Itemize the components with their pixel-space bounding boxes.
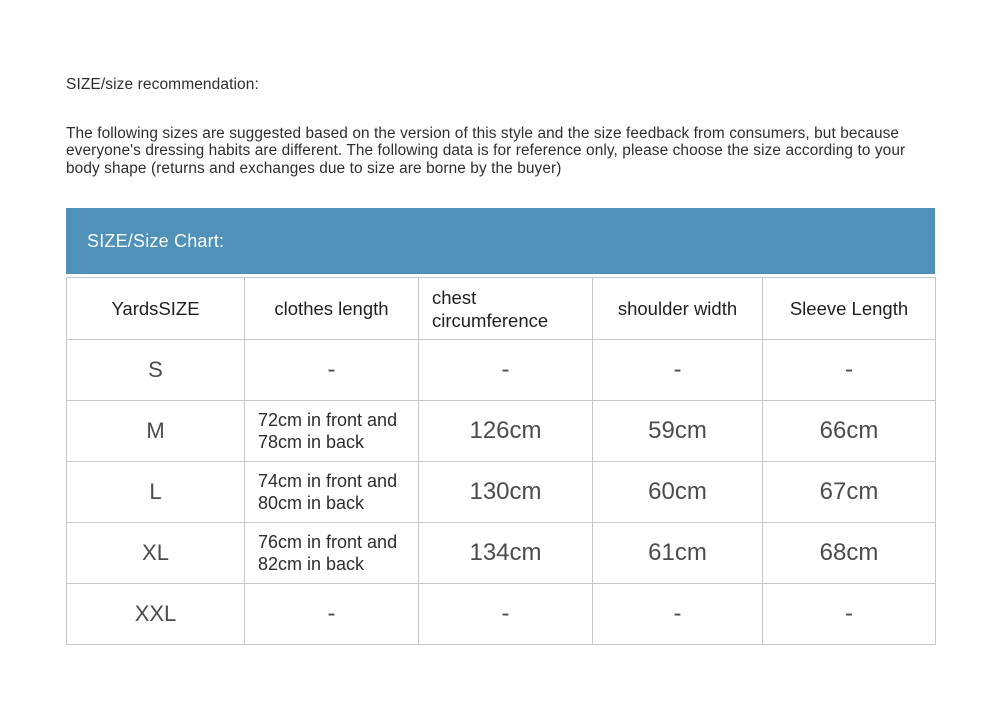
size-label-cell: S bbox=[67, 340, 245, 401]
table-row bbox=[67, 584, 936, 645]
size-table-body bbox=[67, 340, 936, 645]
shoulder-width-cell: 61cm bbox=[593, 523, 763, 584]
chest-circumference-cell: 134cm bbox=[419, 523, 593, 584]
shoulder-width-cell: 60cm bbox=[593, 462, 763, 523]
clothes-length-cell: - bbox=[245, 584, 419, 645]
chest-circumference-cell: 130cm bbox=[419, 462, 593, 523]
column-header-sleeve-length: Sleeve Length bbox=[763, 278, 936, 340]
sleeve-length-cell: 68cm bbox=[763, 523, 936, 584]
sleeve-length-cell: - bbox=[763, 584, 936, 645]
table-row bbox=[67, 340, 936, 401]
column-header-yards-size: YardsSIZE bbox=[67, 278, 245, 340]
column-header-shoulder-width: shoulder width bbox=[593, 278, 763, 340]
size-chart-title: SIZE/Size Chart: bbox=[87, 230, 225, 251]
shoulder-width-cell: - bbox=[593, 584, 763, 645]
size-recommendation-text: The following sizes are suggested based on the version of this style and the size feedback from consumers, but because everyone's dressing habits are different. The following data is for reference only, please choose the size according to your body shape (returns and exchanges due to size are borne by the buyer) bbox=[66, 125, 906, 177]
table-header-row bbox=[67, 278, 936, 340]
page-title: SIZE/size recommendation: bbox=[66, 76, 259, 93]
column-header-chest-circumference: chest circumference bbox=[419, 278, 593, 340]
sleeve-length-cell: - bbox=[763, 340, 936, 401]
clothes-length-cell: 74cm in front and 80cm in back bbox=[245, 462, 419, 523]
clothes-length-cell: 76cm in front and 82cm in back bbox=[245, 523, 419, 584]
chest-circumference-cell: - bbox=[419, 340, 593, 401]
size-chart-header-bar bbox=[66, 208, 935, 274]
shoulder-width-cell: 59cm bbox=[593, 401, 763, 462]
size-label-cell: M bbox=[67, 401, 245, 462]
sleeve-length-cell: 66cm bbox=[763, 401, 936, 462]
clothes-length-cell: 72cm in front and 78cm in back bbox=[245, 401, 419, 462]
table-row bbox=[67, 462, 936, 523]
table-row bbox=[67, 401, 936, 462]
size-label-cell: XXL bbox=[67, 584, 245, 645]
chest-circumference-cell: 126cm bbox=[419, 401, 593, 462]
table-row bbox=[67, 523, 936, 584]
shoulder-width-cell: - bbox=[593, 340, 763, 401]
sleeve-length-cell: 67cm bbox=[763, 462, 936, 523]
size-label-cell: L bbox=[67, 462, 245, 523]
size-chart-table bbox=[66, 277, 936, 645]
chest-circumference-cell: - bbox=[419, 584, 593, 645]
clothes-length-cell: - bbox=[245, 340, 419, 401]
column-header-clothes-length: clothes length bbox=[245, 278, 419, 340]
size-label-cell: XL bbox=[67, 523, 245, 584]
